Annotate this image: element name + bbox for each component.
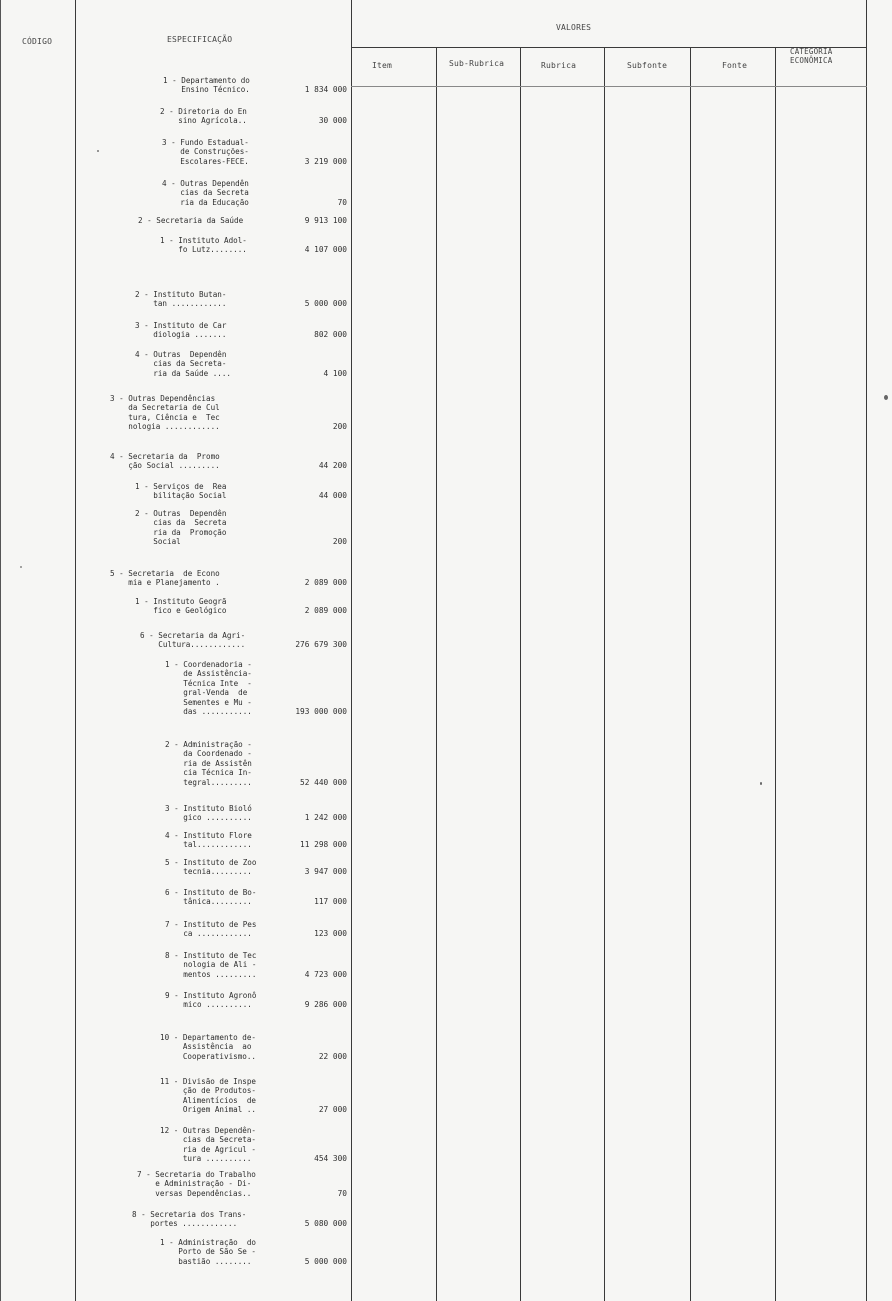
row-description: 5 - Instituto de Zoo tecnia......... <box>165 858 257 877</box>
row-amount: 52 440 000 <box>300 777 347 787</box>
row-description: 11 - Divisão de Inspe ção de Produtos- Alimentícios de Origem Animal .. <box>160 1077 257 1115</box>
page-left-border <box>0 0 1 1301</box>
row-amount: 200 <box>332 537 347 547</box>
item-header: Item <box>372 61 393 70</box>
especificacao-column-divider <box>351 0 352 1301</box>
fonte-header: Fonte <box>722 61 748 70</box>
row-description: 1 - Instituto Geogrã fico e Geológico <box>135 597 227 616</box>
row-description: 2 - Secretaria da Saúde <box>138 216 244 225</box>
row-description: 12 - Outras Dependên- cias da Secreta- ria de Agricul - tura .......... <box>160 1126 257 1164</box>
valores-header: VALORES <box>556 23 592 32</box>
row-description: 1 - Serviços de Rea bilitação Social <box>135 482 227 501</box>
row-amount: 117 000 <box>314 897 347 907</box>
row-description: 6 - Secretaria da Agri- Cultura............ <box>140 631 246 650</box>
row-amount: 2 089 000 <box>304 606 347 616</box>
sub-rubrica-column-divider <box>520 48 521 1301</box>
row-amount: 30 000 <box>318 116 347 126</box>
row-description: 4 - Outras Dependên cias da Secreta ria da Educação <box>162 179 249 207</box>
row-amount: 454 300 <box>314 1154 347 1164</box>
scan-speck <box>97 150 99 152</box>
row-description: 3 - Instituto de Car diologia ....... <box>135 321 227 340</box>
row-description: 4 - Instituto Flore tal............ <box>165 831 252 850</box>
row-amount: 11 298 000 <box>300 840 347 850</box>
row-description: 7 - Secretaria do Trabalho e Administração - Di- versas Dependências.. <box>137 1170 256 1198</box>
row-description: 3 - Instituto Bioló gico .......... <box>165 804 252 823</box>
row-description: 4 - Secretaria da Promo ção Social ......... <box>110 452 220 471</box>
scan-speck <box>884 395 888 400</box>
rubrica-column-divider <box>604 48 605 1301</box>
scan-speck <box>20 566 22 568</box>
row-amount: 44 000 <box>318 491 347 501</box>
codigo-column-divider <box>75 0 76 1301</box>
codigo-header: CÓDIGO <box>22 37 53 46</box>
row-amount: 70 <box>337 197 347 207</box>
row-amount: 27 000 <box>318 1105 347 1115</box>
row-description: 4 - Outras Dependên cias da Secreta- ria da Saúde .... <box>135 350 232 378</box>
row-amount: 22 000 <box>318 1051 347 1061</box>
categoria-economica-header: CATEGORIA ECONÔMICA <box>790 47 833 65</box>
row-amount: 4 723 000 <box>304 969 347 979</box>
row-amount: 1 242 000 <box>304 813 347 823</box>
row-description: 6 - Instituto de Bo- tânica......... <box>165 888 257 907</box>
row-amount: 4 107 000 <box>304 245 347 255</box>
row-amount: 5 000 000 <box>304 299 347 309</box>
page-right-border <box>866 0 867 1301</box>
row-description: 1 - Departamento do Ensino Técnico. <box>163 76 250 95</box>
row-amount: 123 000 <box>314 929 347 939</box>
sub-rubrica-header: Sub-Rubrica <box>449 59 505 68</box>
rubrica-header: Rubrica <box>541 61 577 70</box>
row-amount: 70 <box>337 1188 347 1198</box>
row-amount: 3 219 000 <box>304 156 347 166</box>
row-description: 7 - Instituto de Pes ca ............ <box>165 920 257 939</box>
row-description: 10 - Departamento de- Assistência ao Cooperativismo.. <box>160 1033 257 1061</box>
scan-speck <box>760 782 762 785</box>
row-description: 2 - Outras Dependên cias da Secreta ria da Promoção Social <box>135 509 227 547</box>
row-description: 1 - Instituto Adol- fo Lutz........ <box>160 236 247 255</box>
row-amount: 9 286 000 <box>304 1000 347 1010</box>
row-description: 3 - Outras Dependências da Secretaria de Cul tura, Ciência e Tec nologia ............ <box>110 394 220 432</box>
row-description: 8 - Secretaria dos Trans- portes ............ <box>132 1210 247 1229</box>
especificacao-header: ESPECIFICAÇÃO <box>167 35 233 44</box>
fonte-column-divider <box>775 48 776 1301</box>
subfonte-header: Subfonte <box>627 61 668 70</box>
row-description: 8 - Instituto de Tec nologia de Ali - mentos ......... <box>165 951 257 979</box>
row-amount: 200 <box>332 422 347 432</box>
row-description: 2 - Administração - da Coordenado - ria de Assistên cia Técnica In- tegral......... <box>165 740 252 787</box>
subfonte-column-divider <box>690 48 691 1301</box>
row-amount: 9 913 100 <box>304 216 347 225</box>
row-description: 9 - Instituto Agronô mico .......... <box>165 991 257 1010</box>
row-description: 1 - Administração do Porto de São Se - bastião ........ <box>160 1238 257 1266</box>
item-column-divider <box>436 48 437 1301</box>
row-amount: 802 000 <box>314 330 347 340</box>
row-amount: 5 080 000 <box>304 1219 347 1229</box>
row-amount: 4 100 <box>323 368 347 378</box>
row-description: 1 - Coordenadoria - de Assistência- Técnica Inte - gral-Venda de Sementes e Mu - das ........... <box>165 660 252 717</box>
row-amount: 193 000 000 <box>295 707 347 716</box>
header-bottom-divider <box>351 86 867 87</box>
row-amount: 5 000 000 <box>304 1256 347 1266</box>
row-description: 3 - Fundo Estadual- de Construções- Escolares-FECE. <box>162 138 249 166</box>
row-amount: 3 947 000 <box>304 867 347 877</box>
row-amount: 276 679 300 <box>295 640 347 650</box>
row-description: 2 - Diretoria do En sino Agrícola.. <box>160 107 247 126</box>
row-amount: 1 834 000 <box>304 85 347 95</box>
row-amount: 44 200 <box>318 461 347 471</box>
row-amount: 2 089 000 <box>304 578 347 588</box>
row-description: 5 - Secretaria de Econo mia e Planejamento . <box>110 569 220 588</box>
row-description: 2 - Instituto Butan- tan ............ <box>135 290 227 309</box>
